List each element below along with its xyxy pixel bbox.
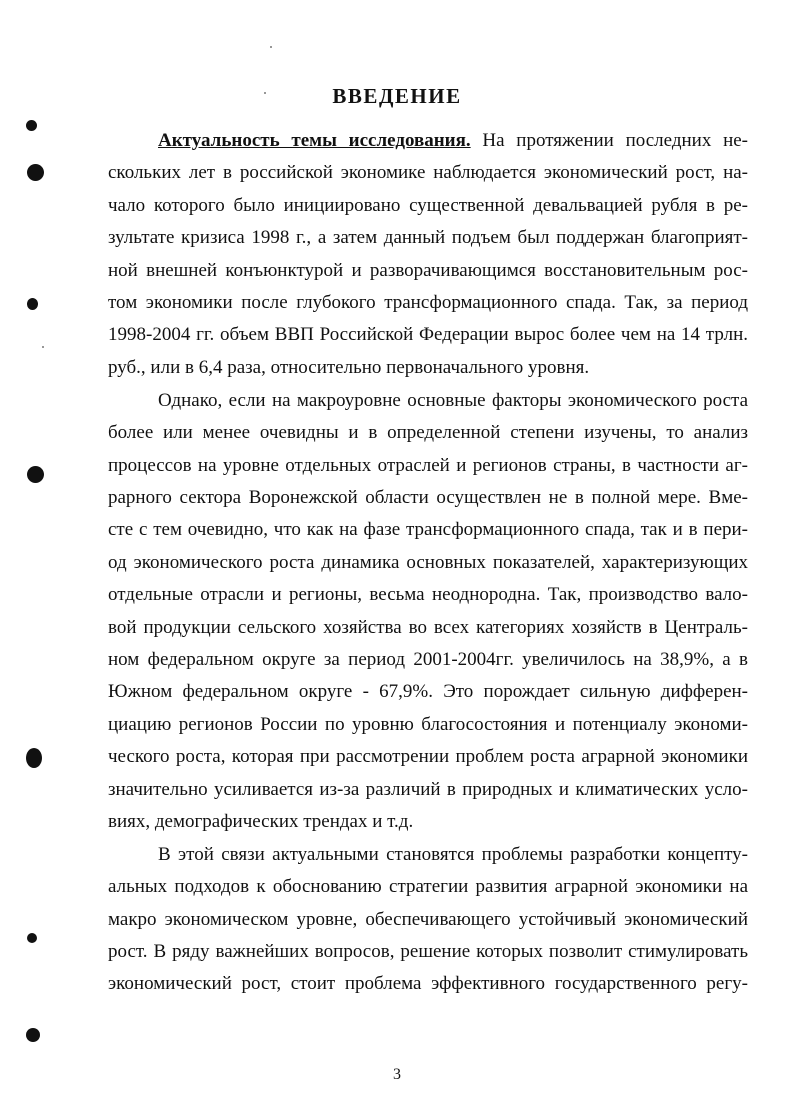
text-line: Южном федеральном округе - 67,9%. Это порождает сильную дифферен- [108,681,748,702]
text-line: скольких лет в российской экономике наблюдается экономический рост, на- [108,162,748,183]
text-line: альных подходов к обоснованию стратегии развития аграрной экономики на [108,876,748,897]
binding-hole [27,298,38,310]
text-line: значительно усиливается из-за различий в природных и климатических усло- [108,779,748,800]
text-line: том экономики после глубокого трансформационного спада. Так, за период [108,292,748,313]
text-line: рост. В ряду важнейших вопросов, решение которых позволит стимулировать [108,941,748,962]
scan-speck [42,346,44,348]
section-lead: Актуальность темы исследования. [158,130,471,151]
text-line: зультате кризиса 1998 г., а затем данный подъем был поддержан благоприят- [108,227,748,248]
text-line: ной внешней конъюнктурой и разворачивающимся восстановительным рос- [108,260,748,281]
text-line: виях, демографических трендах и т.д. [108,811,414,832]
binding-hole [26,120,37,131]
text-line: сте с тем очевидно, что как на фазе трансформационного спада, так и в пери- [108,519,748,540]
text-line: циацию регионов России по уровню благосостояния и потенциалу экономи- [108,714,748,735]
binding-hole [26,748,42,768]
binding-hole [27,466,44,483]
binding-hole [27,164,44,181]
text-line: Актуальность темы исследования. На протяжении последних не- [158,130,748,151]
text-line: рарного сектора Воронежской области осуществлен не в полной мере. Вме- [108,487,748,508]
text-line: чало которого было инициировано существенной девальвацией рубля в ре- [108,195,748,216]
text-line: более или менее очевидны и в определенной степени изучены, то анализ [108,422,748,443]
page-number: 3 [393,1066,401,1083]
text-line: 1998-2004 гг. объем ВВП Российской Федерации вырос более чем на 14 трлн. [108,324,748,345]
binding-hole [27,933,37,943]
text-line: отдельные отрасли и регионы, весьма неоднородна. Так, производство вало- [108,584,748,605]
text-line: В этой связи актуальными становятся проблемы разработки концепту- [158,844,748,865]
text-line: Однако, если на макроуровне основные факторы экономического роста [158,390,748,411]
text-line: процессов на уровне отдельных отраслей и регионов страны, в частности аг- [108,455,748,476]
text-line: од экономического роста динамика основных показателей, характеризующих [108,552,748,573]
text-line: вой продукции сельского хозяйства во всех категориях хозяйств в Централь- [108,617,748,638]
page-title: ВВЕДЕНИЕ [332,84,462,108]
scan-speck [270,46,272,48]
text-line: экономический рост, стоит проблема эффективного государственного регу- [108,973,748,994]
text-line: макро экономическом уровне, обеспечивающего устойчивый экономический [108,909,748,930]
text-line: ном федеральном округе за период 2001-2004гг. увеличилось на 38,9%, а в [108,649,748,670]
text-line: ческого роста, которая при рассмотрении проблем роста аграрной экономики [108,746,748,767]
binding-hole [26,1028,40,1042]
text-line: руб., или в 6,4 раза, относительно первоначального уровня. [108,357,590,378]
